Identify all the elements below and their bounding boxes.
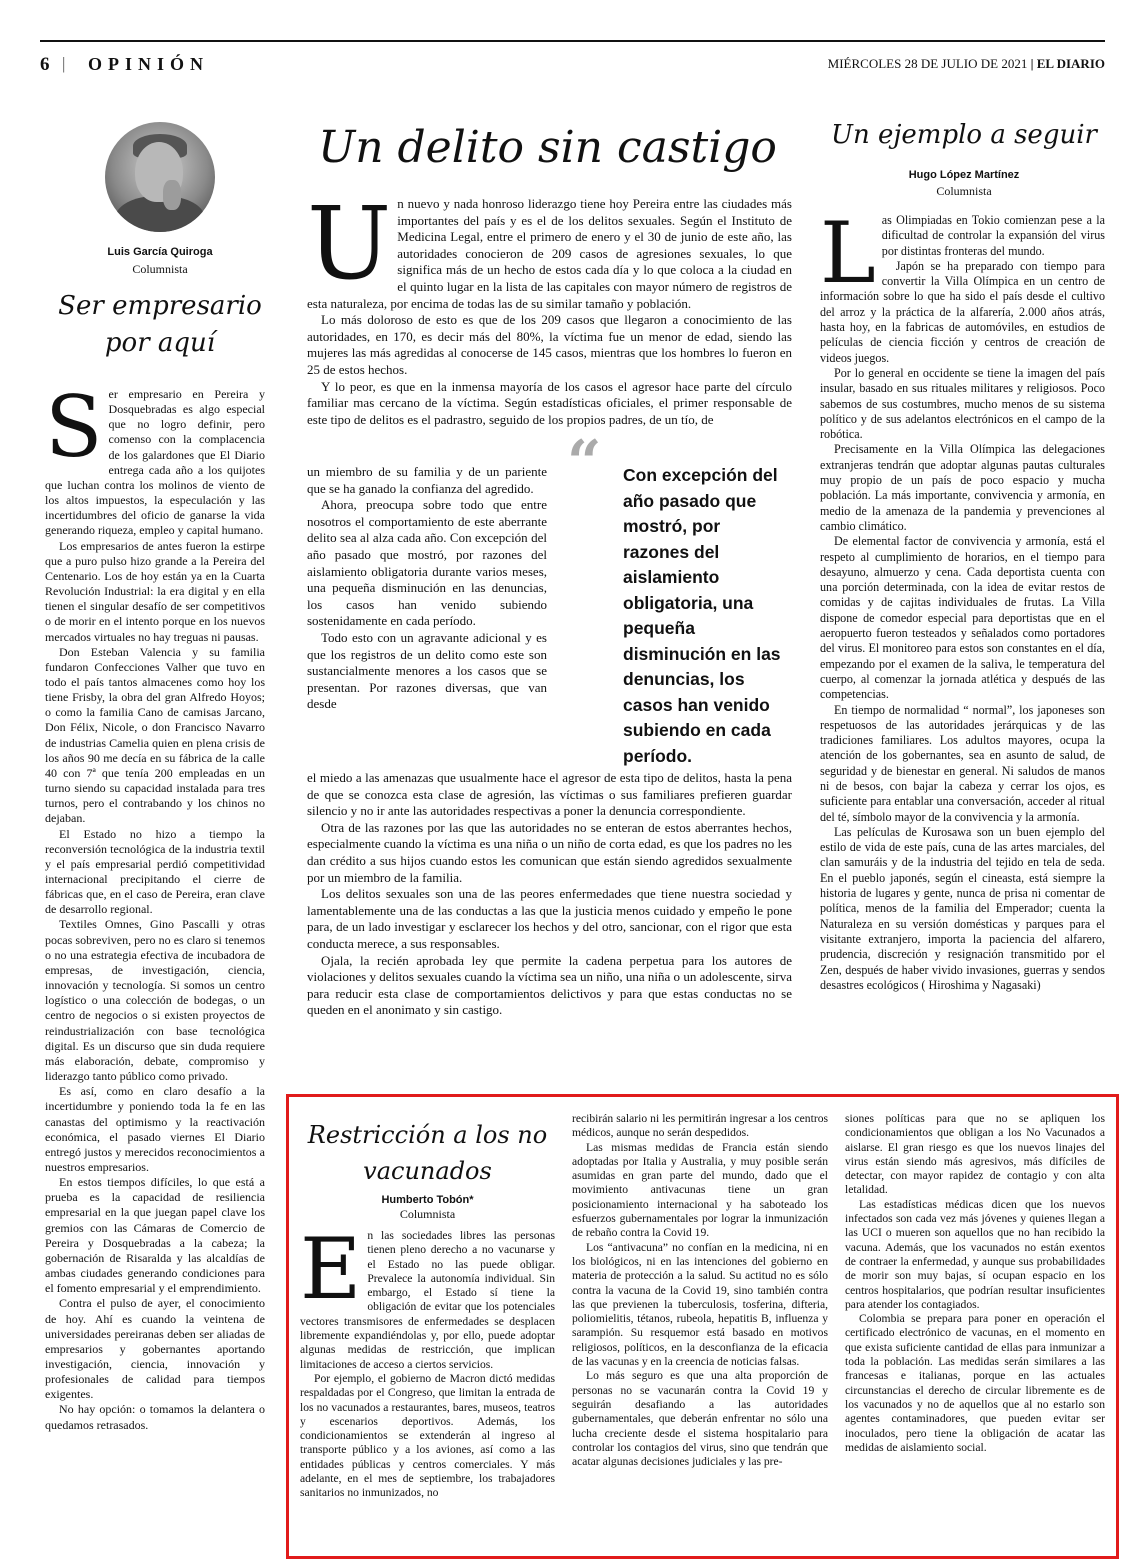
left-paragraph: No hay opción: o tomamos la delantera o quedamos retrasados. bbox=[45, 1402, 265, 1432]
left-paragraph: El Estado no hizo a tiempo la reconversión tecnológica de la industria textil y el país empresarial perdió competitividad internacional precipitando el cierre de fábricas que, en el caso de Pereira, eran clave de desarrollo regional. bbox=[45, 826, 265, 917]
left-paragraph: er empresario en Pereira y Dosquebradas es algo especial que no logro definir, pero comenso con la complacencia de los galardones que El Diario entrega cada año a los quijotes que luchan contra los molinos de viento de los altos impuestos, la especulación y las incertidumbres del oficio de ganarse la vida generando riqueza, empleo y capital humano. bbox=[45, 387, 265, 538]
center-paragraph: Todo esto con un agravante adicional y es que los registros de un delito como este son sustancialmente menores a los casos que se presentan. Por razones diversas, que van desde bbox=[307, 629, 547, 712]
pull-quote bbox=[567, 428, 782, 766]
left-title: Ser empresario por aquí bbox=[58, 291, 262, 358]
header-separator: | bbox=[62, 54, 66, 73]
right-dropcap: L bbox=[820, 213, 876, 302]
dateline bbox=[828, 56, 1105, 72]
bottom-dropcap: E bbox=[300, 1229, 362, 1318]
center-article-top bbox=[307, 196, 792, 448]
left-paragraph: Textiles Omnes, Gino Pascalli y otras pocas sobreviven, pero no es claro si tenemos o no una estrategia efectiva de incubadora de empresas, de investigación, ciencia, innovación y tecnología. Si somos un centro logístico o una colección de bodegas, o un centro de negocios o si existen proyectos de reindustrialización con base tecnológica digital. Es un discurso que sin duda requiere más elaboración, debate, compromiso y liderazgo tanto público como privado. bbox=[45, 917, 265, 1084]
left-author: Luis García Quiroga bbox=[107, 246, 213, 258]
bottom-paragraph: siones políticas para que no se apliquen los condicionamientos que obligan a los No Vacunados a aislarse. El gran riesgo es que los nuevos linajes del virus están siendo más agresivos, más difíciles de detectar, con mayor rapidez de contagio y con alta letalidad. bbox=[845, 1112, 1105, 1197]
center-paragraph: Los delitos sexuales son una de las peores enfermedades que tiene nuestra sociedad y lamentablemente una de las conductas a las que la justicia menos cuidado y empeño le pone para, de un lado investigar y esclarecer los hechos y del otro, sancionar, con el rigor que esta conducta merece, a sus responsables. bbox=[307, 886, 792, 951]
left-paragraph: Es así, como en claro desafío a la incertidumbre y poniendo toda la fe en las canastas del optimismo y la reactivación económica, el pasado viernes El Diario entregó justos y merecidos reconocimientos a nuestros empresarios. bbox=[45, 1084, 265, 1174]
pull-quote-text: Con excepción del año pasado que mostró, por razones del aislamiento obligatoria, una pequeña disminución en las denuncias, los casos han venido subiendo en cada período. bbox=[623, 465, 781, 766]
right-paragraph: En tiempo de normalidad “ normal”, los japoneses son respetuosos de las autoridades jerárquicas y de las tradiciones familiares. Los adultos mayores, ocupa la atención de los gobernantes, sea en asunto de salud, de seguridad y de bienestar en general. Ni saludos de manos ni de besos, con bajar la cabeza y cerrar los ojos, es suficiente para entablar una conversación, acceder al ritual del té, símbolo mayor de la convivencia y la armonía. bbox=[820, 702, 1105, 824]
bottom-paragraph: Por ejemplo, el gobierno de Macron dictó medidas respaldadas por el Congreso, que limitan la entrada de los no vacunados a restaurantes, bares, museos, teatros y escenarios deportivos. Además, los condicionamientos se extenderán al ingreso al transporte público y a los aviones, así como a las entidades públicas y centros comerciales. Y más adelante, en el mes de septiembre, los trabajadores sanitarios no inmunizados, no bbox=[300, 1371, 555, 1500]
bottom-paragraph: Las estadísticas médicas dicen que los nuevos infectados son cada vez más jóvenes y quienes llegan a las UCI o mueren son aquellos que no han recibido la vacuna. Además, que los vacunados no están exentos de contraer la enfermedad, y aunque sus probabilidades de morir son muy bajas, sí ocupan espacio en los centros hospitalarios, que podrían resultar insuficientes para atender los contagiados. bbox=[845, 1197, 1105, 1311]
right-paragraph: as Olimpiadas en Tokio comienzan pese a la dificultad de controlar la expansión del virus por distintas fronteras del mundo. bbox=[881, 213, 1105, 258]
left-paragraph: Los empresarios de antes fueron la estirpe que a puro pulso hizo grande a la Pereira del Centenario. Los de hoy están ya en la Cuarta Revolución Industrial: la era digital y en ella tienen el singular desafío de ser competitivos o de morir en el intento porque en los nuevos mercados virtuales no hay treguas ni pausas. bbox=[45, 538, 265, 644]
bottom-paragraph: recibirán salario ni les permitirán ingresar a los centros médicos, aunque no serán despedidos. bbox=[572, 1112, 828, 1140]
left-paragraph: Contra el pulso de ayer, el conocimiento de hoy. Ahí es cuando la veintena de universidades pereiranas deben ser aliadas de empresarios y gobernantes aportando investigación, ciencia, innovación y profesionales de calidad para tiempos exigentes. bbox=[45, 1296, 265, 1402]
center-article-bottom bbox=[307, 770, 792, 1092]
center-paragraph: Ahora, preocupa sobre todo que entre nosotros el comportamiento de este aberrante delito sea al alza cada año. Con excepción del año pasado que mostró, por razones del aislamiento obligatoria durante varios meses, una pequeña disminución en las denuncias, los casos han venido subiendo sostenidamente en cada período. bbox=[307, 497, 547, 629]
bottom-article-col2 bbox=[572, 1112, 828, 1548]
bottom-paragraph: Lo más seguro es que una alta proporción de personas no se vacunarán contra la Covid 19 y seguirán desafiando a las autoridades gubernamentales, que deberán enfrentar no sólo una lucha creciente desde el sistema hospitalario para controlar los contagios del virus, sino que tendrán que acatar algunas decisiones judiciales y las pre- bbox=[572, 1369, 828, 1469]
left-article-body bbox=[45, 387, 265, 1539]
center-article-side bbox=[307, 464, 547, 770]
bottom-paragraph: n las sociedades libres las personas tienen pleno derecho a no vacunarse y el Estado no las puede obligar. Prevalece la autonomía individual. Sin embargo, el Estado sí tiene la obligación de evitar que los potenciales vectores transmisores de enfermedades se desplacen libremente expandiéndolas y, por ello, puede adoptar algunas medidas de restricción, que implican limitaciones de acceso a ciertos servicios. bbox=[300, 1229, 555, 1371]
bottom-paragraph: Los “antivacuna” no confían en la medicina, ni en los biológicos, ni en las intenciones del gobierno en materia de protección a la salud. Su actitud no es sólo contra la vacuna de la Covid 19, sino también contra las que previenen la tuberculosis, tosferina, difteria, poliomielitis, tétanos, rubeola, hepatitis B, influenza y sarampión. Su resquemor está basado en motivos religiosos, políticos, en la desconfianza de la eficacia de las vacunas y en la creencia de noticias falsas. bbox=[572, 1240, 828, 1369]
center-paragraph: Ojala, la recién aprobada ley que permite la cadena perpetua para los autores de violaciones y delitos sexuales cuando la víctima sea un niño, una niña o un adolescente, sirva para reducir esta clase de comportamientos delictivos y para que estas conductas no se queden en el anonimato y sin castigo. bbox=[307, 952, 792, 1018]
page-header bbox=[40, 40, 1105, 80]
left-dropcap: S bbox=[45, 387, 103, 476]
bottom-title: Restricción a los no vacunados bbox=[307, 1121, 548, 1185]
left-paragraph: En estos tiempos difíciles, lo que está a prueba es la capacidad de resiliencia empresarial en la que juegan papel clave los gremios con las Cámaras de Comercio de Pereira y Dosquebradas a la cabeza; la gobernación de Risaralda y las alcaldías de ambas ciudades generando condiciones para el fomento empresarial y el emprendimiento. bbox=[45, 1175, 265, 1296]
right-role: Columnista bbox=[936, 184, 992, 198]
center-paragraph: el miedo a las amenazas que usualmente hace el agresor de esta tipo de delitos, hasta la pena de que se conozca esta clase de agresión, las víctimas o sus familiares prefieren guardar silencio y no ir ante las autoridades respectivas a poner la denuncia correspondiente. bbox=[307, 770, 792, 819]
center-dropcap: U bbox=[307, 196, 392, 302]
quote-mark-icon: “ bbox=[567, 428, 602, 498]
date: MIÉRCOLES 28 DE JULIO DE 2021 bbox=[827, 56, 1028, 71]
center-title: Un delito sin castigo bbox=[318, 122, 777, 173]
bottom-paragraph: Las mismas medidas de Francia están siendo adoptadas por Italia y Australia, y muy posible serán asumidas en gran parte del mundo, dado que el movimiento antivacunas tiene un gran posicionamiento internacional y ha saboteado los esfuerzos gubernamentales por lograr la inmunización de rebaño contra la Covid 19. bbox=[572, 1140, 828, 1240]
center-paragraph: Otra de las razones por las que las autoridades no se enteran de estos aberrantes hechos, especialmente cuando la víctima es una niña o un niño de corta edad, es que los padres no les dan crédito a sus hijos cuando estos les comunican que están siendo agredidos sexualmente por un miembro de la familia. bbox=[307, 819, 792, 885]
paper-name: | EL DIARIO bbox=[1030, 56, 1105, 71]
center-paragraph: un miembro de su familia y de un pariente que se ha ganado la confianza del agredido. bbox=[307, 464, 547, 496]
bottom-paragraph: Colombia se prepara para poner en operación el certificado electrónico de vacunas, en el momento en que exista suficiente cantidad de ellas para inmunizar a toda la población. Las medidas serán similares a las francesas e italianas, porque en las actuales circunstancias el derecho de circular libremente es de los vacunados y no de aquellos que al no estarlo son agentes contaminadores, que pueden evitar ser inoculados, pero tiene la obligación de acatar las medidas de aislamiento social. bbox=[845, 1312, 1105, 1454]
bottom-author: Humberto Tobón* bbox=[381, 1194, 474, 1206]
bottom-role: Columnista bbox=[399, 1207, 456, 1221]
left-paragraph: Don Esteban Valencia y su familia fundaron Confecciones Valher que tuvo en todo el país tantos almacenes como hoy los tiene Frisby, la obra del gran Alfredo Hoyos; o como la familia Cano de camisas Jarcano, Don Félix, Nicole, o don Francisco Navarro de industrias Camelia quien en plena crisis de los años 90 me decía en su fábrica de la calle 40 con 7ª que tenía 200 empleadas en un turno siendo su capacidad instalada para tres turnos, pero el contrabando y los chinos no dejaban. bbox=[45, 644, 265, 826]
center-paragraph: n nuevo y nada honroso liderazgo tiene hoy Pereira entre las ciudades más importantes del país y es el de los delitos sexuales. Según el Instituto de Medicina Legal, entre el primero de enero y el 30 de junio de este año, las autoridades conocieron de 209 casos de agresiones sexuales, lo que significa más de un hecho de estos cada día y lo que coloca a la ciudad en el quinto lugar en la lista de las capitales con mayor número de registros de esta naturaleza, por encima de todas las de su similar tamaño y población. bbox=[307, 196, 792, 311]
right-paragraph: Las películas de Kurosawa son un buen ejemplo del estilo de vida de este país, cuna de las artes marciales, del clan samuráis y de la industria del tejido en tela de seda. En el pueblo japonés, según el cineasta, está siempre la historia de lugares y gente, nunca de prisa ni comentar de política, menos de la familia del Emperador; cuenta la Naturaleza en su versión domésticas y parques para el visitante extranjero, importa la paciencia del alfarero, prudencia, discreción y resignación transmitido por el Zen, después de haber vivido invasiones, guerras y sendos desastres ecológicos ( Hiroshima y Nagasaki) bbox=[820, 824, 1105, 992]
bottom-article-col3 bbox=[845, 1112, 1105, 1548]
section-name: OPINIÓN bbox=[88, 54, 210, 74]
center-paragraph: Y lo peor, es que en la inmensa mayoría de los casos el agresor hace parte del círculo familiar mas cercano de la víctima. Según estadísticas oficiales, el primer responsable de este tipo de delitos es el padrastro, seguido de los propios padres, de un tío, de bbox=[307, 378, 792, 427]
left-role: Columnista bbox=[132, 262, 188, 276]
bottom-article-col1 bbox=[300, 1229, 555, 1547]
right-title: Un ejemplo a seguir bbox=[831, 120, 1097, 150]
right-paragraph: Precisamente en la Villa Olímpica las delegaciones extranjeras tendrán que adoptar algunas pautas culturales muy propio de un país de poco espacio y mucha población. La más importante, convivencia y armonía, en medio de la amenaza de la pandemia y prevenciones al cambio climático. bbox=[820, 442, 1105, 533]
center-paragraph: Lo más doloroso de esto es que de los 209 casos que llegaron a conocimiento de las autoridades, en 170, es decir más del 80%, la víctima fue un menor de edad, siendo las mujeres las más agredidas al conocerse de 145 casos, mientras que los hombres lo fueron en 25 de estos hechos. bbox=[307, 312, 792, 377]
right-paragraph: Por lo general en occidente se tiene la imagen del país insular, basado en sus rituales militares y religiosos. Poco sabemos de sus costumbres, mucho menos de su sistema político y de sus adelantos electrónicos en el campo de la robótica. bbox=[820, 365, 1105, 442]
author-photo bbox=[105, 122, 215, 232]
right-author: Hugo López Martínez bbox=[908, 169, 1020, 181]
right-paragraph: Japón se ha preparado con tiempo para convertir la Villa Olímpica en un centro de información sobre lo que ha sido el país desde el cultivo del arroz y la práctica de la alfarería, 2.000 años atrás, hasta hoy, en la fabricas de automóviles, en estudios de películas de ciencia ficción y centros de creación de videos juegos. bbox=[820, 258, 1105, 365]
page-number: 6 bbox=[40, 54, 50, 75]
right-paragraph: De elemental factor de convivencia y armonía, está el respeto al cumplimiento de horarios, en el tiempo para desayuno, almuerzo y cena. Cada deportista cuenta con una porción determinada, con la idea de evitar restos de comidas y de cajitas individuales de frutas. La Villa dispone de comedor especial para deportistas que en el aeropuerto fueron testeados y señalados como portadores del virus. El monitoreo para estos son constantes en el día, empezando por el examen de la saliva, le temperatura del cuerpo, al comenzar la jornada atlética y después de las competencias. bbox=[820, 534, 1105, 702]
right-article-body bbox=[820, 213, 1105, 1088]
